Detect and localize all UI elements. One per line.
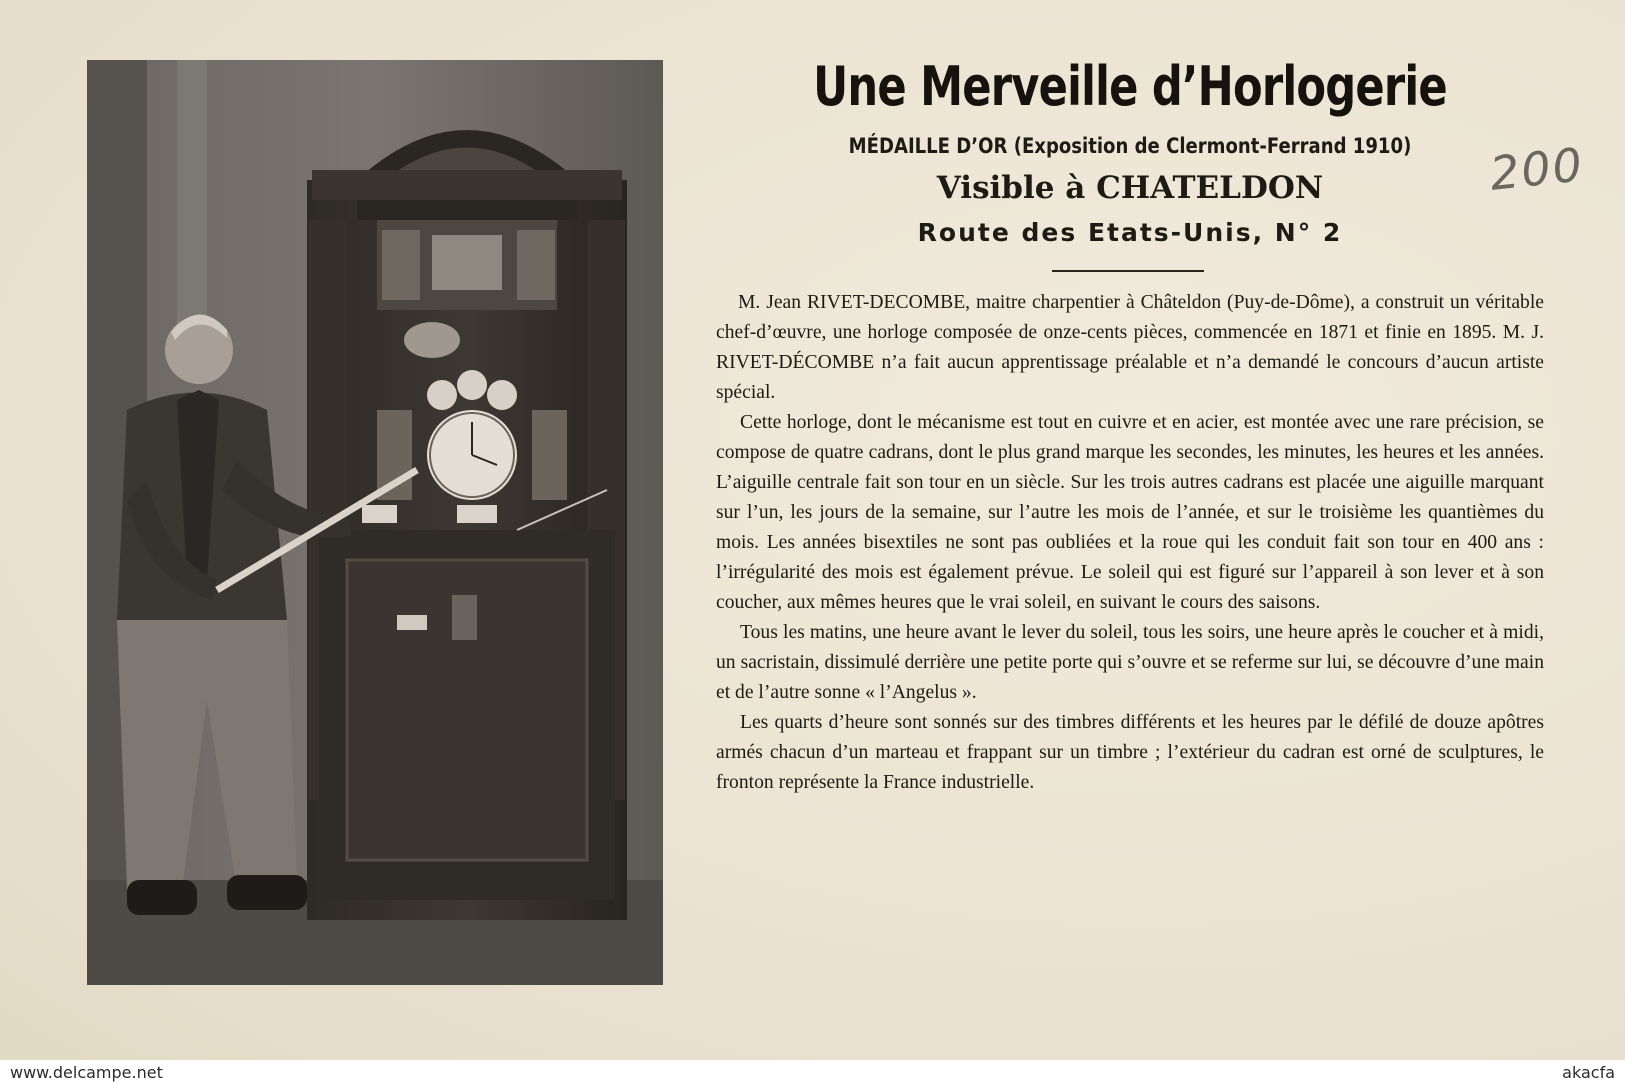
location-heading: Visible à CHATELDON	[936, 170, 1324, 206]
clock-and-man-illustration	[87, 60, 663, 985]
paragraph-sacristan: Tous les matins, une heure avant le lever du soleil, tous les soirs, une heure après le coucher et à midi, un sacristain, dissimulé derrière une petite porte qui s’ouvre et se referme sur lui, se découvre d’une main et de l’autre sonne « l’Angelus ».	[716, 622, 1544, 703]
divider-rule	[1052, 270, 1204, 272]
paragraph-maker: M. Jean RIVET-DECOMBE, maitre charpentier à Châteldon (Puy-de-Dôme), a construit un véritable chef-d’œuvre, une horloge composée de onze-cents pièces, commencée en 1871 et finie en 1895. M. J. RIVET-DÉCOMBE n’a fait aucun apprentissage préalable et n’a demandé le concours d’aucun artiste spécial.	[716, 292, 1544, 403]
paragraph-mechanism: Cette horloge, dont le mécanisme est tout en cuivre et en acier, est montée avec une rare précision, se compose de quatre cadrans, dont le plus grand marque les secondes, les minutes, les heures et les années. L’aiguille centrale fait son tour en un siècle. Sur les trois autres cadrans est placée une aiguille marquant sur l’un, les jours de la semaine, sur l’autre les mois de l’année, et sur le troisième les quantièmes du mois. Les années bisextiles ne sont pas oubliées et la roue qui les conduit fait son tour en 400 ans : l’irrégularité des mois est également prévue. Le soleil qui est figuré sur l’appareil à son lever et à son coucher, aux mêmes heures que le vrai soleil, en suivant le cours des saisons.	[716, 412, 1544, 613]
paragraph-chimes: Les quarts d’heure sont sonnés sur des timbres différents et les heures par le défilé de douze apôtres armés chacun d’un marteau et frappant sur un timbre ; l’extérieur du cadran est orné de sculptures, le fronton représente la France industrielle.	[716, 712, 1544, 793]
medal-subtitle: MÉDAILLE D’OR (Exposition de Clermont-Ferrand 1910)	[848, 134, 1412, 158]
clock-photograph	[87, 60, 663, 985]
watermark-seller: akacfa	[1558, 1062, 1619, 1083]
card-title: Une Merveille d’Horlogerie	[813, 55, 1447, 118]
address-line: Route des Etats-Unis, N° 2	[917, 218, 1343, 247]
handwritten-price-note: 200	[1487, 137, 1587, 201]
watermark-strip	[0, 1060, 1625, 1083]
watermark-site: www.delcampe.net	[6, 1062, 167, 1083]
description-body	[716, 288, 1544, 798]
